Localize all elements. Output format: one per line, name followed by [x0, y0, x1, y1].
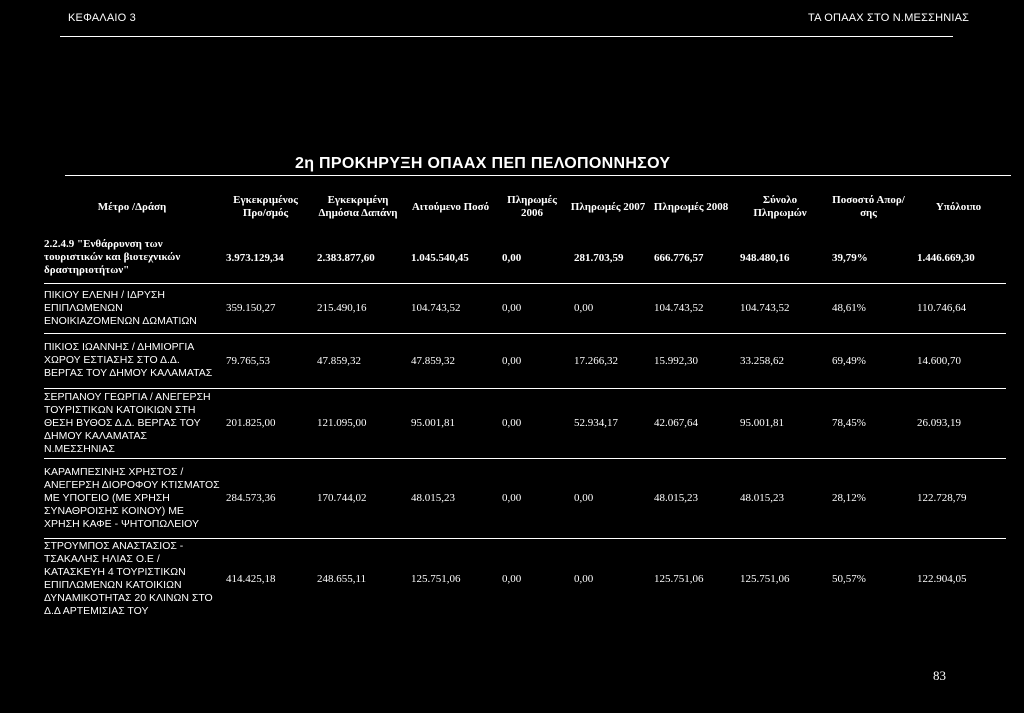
value-cell: 0,00	[574, 492, 594, 504]
value-cell: 26.093,19	[917, 417, 961, 429]
column-header: Εγκεκριμένη Δημόσια Δαπάνη	[318, 194, 398, 219]
column-header: Πληρωμές 2006	[507, 194, 557, 219]
value-cell: 39,79%	[832, 251, 868, 264]
value-cell: 0,00	[502, 417, 522, 429]
value-cell: 78,45%	[832, 417, 866, 429]
project-row	[44, 333, 1006, 388]
value-cell: 0,00	[502, 492, 522, 504]
value-cell: 666.776,57	[654, 251, 704, 264]
value-cell: 414.425,18	[226, 572, 276, 585]
value-cell: 122.904,05	[917, 572, 967, 585]
value-cell: 104.743,52	[654, 302, 704, 314]
value-cell: 50,57%	[832, 572, 866, 585]
value-cell: 3.973.129,34	[226, 251, 284, 264]
value-cell: 281.703,59	[574, 251, 624, 264]
value-cell: 28,12%	[832, 492, 866, 504]
project-name-cell: ΣΤΡΟΥΜΠΟΣ ΑΝΑΣΤΑΣΙΟΣ - ΤΣΑΚΑΛΗΣ ΗΛΙΑΣ Ο.Ε / ΚΑΤΑΣΚΕΥΗ 4 ΤΟΥΡΙΣΤΙΚΩΝ ΕΠΙΠΛΩΜΕΝΩΝ ΚΑΤΟΙΚΙΩΝ ΔΥΝΑΜΙΚΟΤΗΤΑΣ 20 ΚΛΙΝΩΝ ΣΤΟ Δ.Δ ΑΡΤΕΜΙΣΙΑΣ ΤΟΥ	[44, 539, 213, 617]
project-row	[44, 458, 1006, 538]
chapter-header: ΚΕΦΑΛΑΙΟ 3	[68, 12, 136, 24]
measure-total-row	[44, 233, 1006, 283]
title-rule	[65, 175, 1011, 176]
value-cell: 948.480,16	[740, 251, 790, 264]
payments-table	[44, 181, 1006, 619]
value-cell: 0,00	[502, 572, 522, 585]
value-cell: 1.446.669,30	[917, 251, 975, 264]
value-cell: 1.045.540,45	[411, 251, 469, 264]
value-cell: 48.015,23	[740, 492, 784, 504]
column-header: Ποσοστό Απορ/σης	[832, 194, 905, 219]
value-cell: 15.992,30	[654, 354, 698, 367]
value-cell: 248.655,11	[317, 572, 367, 585]
column-header: Πληρωμές 2008	[653, 200, 729, 213]
column-header: Μέτρο /Δράση	[97, 200, 167, 213]
project-row	[44, 388, 1006, 458]
value-cell: 42.067,64	[654, 417, 698, 429]
value-cell: 0,00	[502, 251, 522, 264]
value-cell: 215.490,16	[317, 302, 367, 314]
value-cell: 201.825,00	[226, 417, 276, 429]
value-cell: 359.150,27	[226, 302, 276, 314]
value-cell: 47.859,32	[317, 354, 361, 367]
project-row	[44, 538, 1006, 619]
value-cell: 0,00	[502, 354, 522, 367]
column-header: Υπόλοιπο	[935, 200, 982, 213]
value-cell: 14.600,70	[917, 354, 961, 367]
value-cell: 284.573,36	[226, 492, 276, 504]
value-cell: 104.743,52	[411, 302, 461, 314]
value-cell: 48.015,23	[654, 492, 698, 504]
value-cell: 125.751,06	[411, 572, 461, 585]
column-header: Αιτούμενο Ποσό	[411, 200, 490, 213]
project-row	[44, 283, 1006, 333]
column-header: Σύνολο Πληρωμών	[753, 194, 807, 219]
value-cell: 0,00	[574, 572, 594, 585]
value-cell: 47.859,32	[411, 354, 455, 367]
value-cell: 95.001,81	[411, 417, 455, 429]
project-name-cell: ΣΕΡΠΑΝΟΥ ΓΕΩΡΓΙΑ / ΑΝΕΓΕΡΣΗ ΤΟΥΡΙΣΤΙΚΩΝ ΚΑΤΟΙΚΙΩΝ ΣΤΗ ΘΕΣΗ ΒΥΘΟΣ Δ.Δ. ΒΕΡΓΑΣ ΤΟΥ ΔΗΜΟΥ ΚΑΛΑΜΑΤΑΣ Ν.ΜΕΣΣΗΝΙΑΣ	[44, 390, 211, 455]
value-cell: 95.001,81	[740, 417, 784, 429]
value-cell: 48,61%	[832, 302, 866, 314]
project-name-cell: ΠΙΚΙΟΥ ΕΛΕΝΗ / ΙΔΡΥΣΗ ΕΠΙΠΛΩΜΕΝΩΝ ΕΝΟΙΚΙΑΖΟΜΕΝΩΝ ΔΩΜΑΤΙΩΝ	[44, 288, 197, 327]
value-cell: 121.095,00	[317, 417, 367, 429]
value-cell: 104.743,52	[740, 302, 790, 314]
header-rule	[60, 36, 953, 37]
project-name-cell: ΠΙΚΙΟΣ ΙΩΑΝΝΗΣ / ΔΗΜΙΟΡΓΙΑ ΧΩΡΟΥ ΕΣΤΙΑΣΗΣ ΣΤΟ Δ.Δ. ΒΕΡΓΑΣ ΤΟΥ ΔΗΜΟΥ ΚΑΛΑΜΑΤΑΣ	[44, 341, 213, 379]
section-header: ΤΑ ΟΠΑΑΧ ΣΤΟ Ν.ΜΕΣΣΗΝΙΑΣ	[808, 12, 970, 24]
value-cell: 0,00	[574, 302, 594, 314]
table-header-row	[44, 181, 1006, 233]
value-cell: 170.744,02	[317, 492, 367, 504]
column-header: Εγκεκριμένος Προ/σμός	[233, 194, 298, 219]
value-cell: 17.266,32	[574, 354, 618, 367]
value-cell: 2.383.877,60	[317, 251, 375, 264]
value-cell: 52.934,17	[574, 417, 618, 429]
value-cell: 125.751,06	[740, 572, 790, 585]
value-cell: 69,49%	[832, 354, 866, 367]
table-title: 2η ΠΡΟΚΗΡΥΞΗ ΟΠΑΑΧ ΠΕΠ ΠΕΛΟΠΟΝΝΗΣΟΥ	[295, 155, 671, 172]
project-name-cell: ΚΑΡΑΜΠΕΣΙΝΗΣ ΧΡΗΣΤΟΣ / ΑΝΕΓΕΡΣΗ ΔΙΟΡΟΦΟΥ ΚΤΙΣΜΑΤΟΣ ΜΕ ΥΠΟΓΕΙΟ (ΜΕ ΧΡΗΣΗ ΣΥΝΑΘΡΟΙΣΗΣ ΚΟΙΝΟΥ) ΜΕ ΧΡΗΣΗ ΚΑΦΕ - ΨΗΤΟΠΩΛΕΙΟΥ	[44, 465, 220, 530]
value-cell: 79.765,53	[226, 354, 270, 367]
value-cell: 125.751,06	[654, 572, 704, 585]
value-cell: 122.728,79	[917, 492, 967, 504]
value-cell: 110.746,64	[917, 302, 967, 314]
project-name-cell: 2.2.4.9 "Ενθάρρυνση των τουριστικών και βιοτεχνικών δραστηριοτήτων"	[44, 238, 181, 277]
page-number: 83	[933, 668, 946, 683]
value-cell: 33.258,62	[740, 354, 784, 367]
value-cell: 48.015,23	[411, 492, 455, 504]
value-cell: 0,00	[502, 302, 522, 314]
column-header: Πληρωμές 2007	[570, 200, 646, 213]
